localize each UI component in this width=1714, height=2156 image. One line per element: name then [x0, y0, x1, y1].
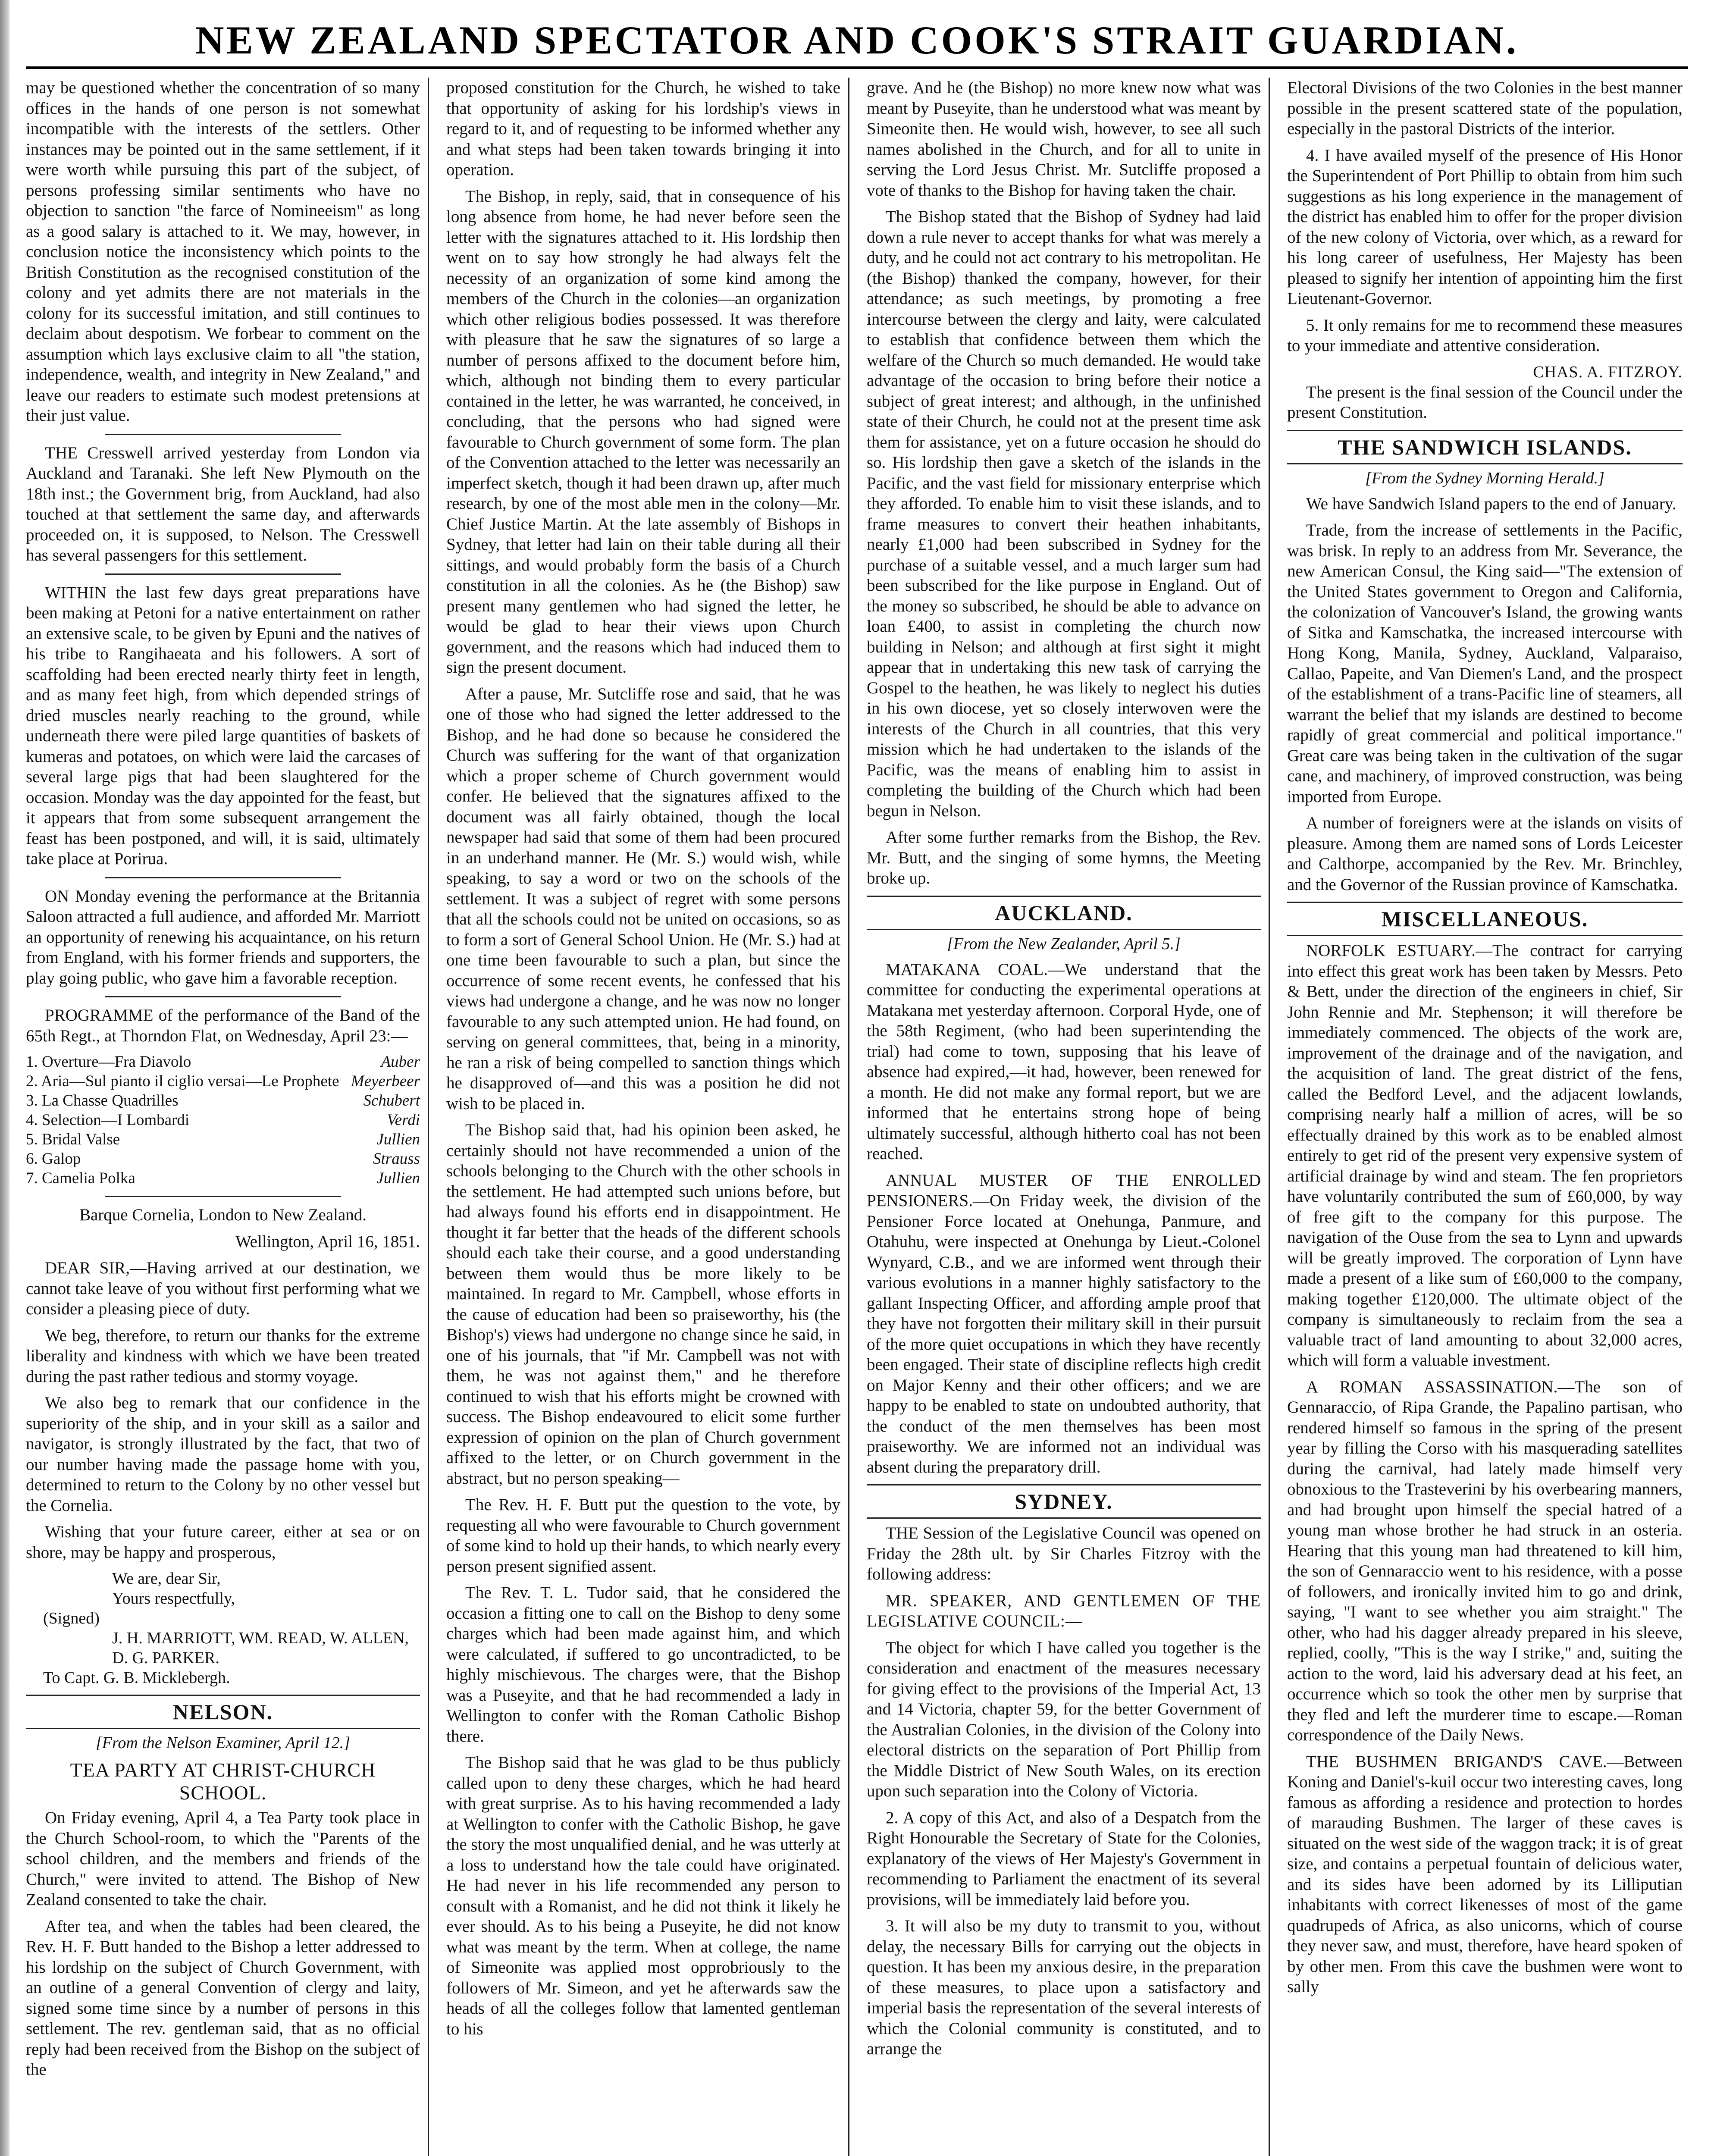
paragraph: Wishing that your future career, either at sea or on shore, may be happy and prosperous, [26, 1523, 420, 1562]
paragraph: THE BUSHMEN BRIGAND'S CAVE.—Between Koning and Daniel's-kuil occur two interesting caves, long famous as affording a residence and protection to hordes of marauding Bushmen. The larger of these caves is situated on the west side of the waggon track; it is of great size, and contains a perpetual fountain of delicious water, and its sides have been adorned by its Lilliputian inhabitants with correct likenesses of most of the game quadrupeds of Africa, as also unicorns, which of course they never saw, and must, therefore, have heard spoken of by other men. From this cave the bushmen were wont to sally [1287, 1752, 1683, 1996]
programme-item: 5. Bridal Valse Jullien [26, 1131, 420, 1148]
letter-close: Yours respectfully, [112, 1589, 235, 1608]
paragraph: After some further remarks from the Bishop, the Rev. Mr. Butt, and the singing of some hymns, the Meeting broke up. [867, 828, 1261, 887]
paragraph: THE Session of the Legislative Council was opened on Friday the 28th ult. by Sir Charles Fitzroy with the following address: [867, 1524, 1261, 1583]
paragraph: The Bishop said that, had his opinion been asked, he certainly should not have recommended a union of the schools belonging to the Church with the other schools in the settlement. He had attempted such unions before, but had always found his efforts end in disappointment. He thought it far better that the heads of the different schools should each take their course, and a good understanding between them would thus be more likely to be maintained. In regard to Mr. Campbell, whose efforts in the cause of education had been so praiseworthy, his (the Bishop's) views had undergone no change since he said, in one of his journals, that "if Mr. Campbell was not with them, he was not against them," and he therefore continued to wish that his efforts might be crowned with success. The Bishop endeavoured to elicit some further expression of opinion on the plan of Church government affixed to the letter, or on Church government in the abstract, but no person speaking— [446, 1121, 840, 1488]
newspaper-title: NEW ZEALAND SPECTATOR AND COOK'S STRAIT GUARDIAN. [195, 18, 1519, 62]
source-line: [From the Sydney Morning Herald.] [1365, 469, 1604, 487]
paragraph: A ROMAN ASSASSINATION.—The son of Gennaraccio, of Ripa Grande, the Papalino partisan, who rendered himself so famous in the spring of the present year by filling the Corso with his masquerading satellites during the carnival, had lately made himself very obnoxious to the Trasteverini by his overbearing manners, and had brought upon himself the special hatred of a young man whose brother he had struck in an osteria. Hearing that this young man had threatened to kill him, the son of Gennaraccio went to his residence, with a posse of followers, and ironically invited him to go and drink, saying, "I want to see whether you aim straight." The other, who had his dagger already prepared in his sleeve, replied, coolly, "This is the way I strike," and, suiting the action to the word, laid his adversary dead at his feet, an occurrence which so took the other men by surprise that they fled and left the murderer time to escape.—Roman correspondence of the Daily News. [1287, 1377, 1683, 1744]
paragraph: The Bishop said that he was glad to be thus publicly called upon to deny these charges, which he had heard with great surprise. As to his having recommended a lady at Wellington to confer with the Catholic Bishop, he gave the story the most unqualified denial, and he was utterly at a loss to understand how the tale could have originated. He had never in his life recommended any person to consult with a Romanist, and he did not think it likely he ever should. As to his being a Puseyite, he did not know what was meant by the term. When at college, the name of Simeonite was applied most opprobriously to the followers of Mr. Simeon, and yet he afterwards saw the heads of all the colleges follow that lamented gentleman to his [446, 1753, 840, 2038]
paragraph: We have Sandwich Island papers to the end of January. [1306, 494, 1676, 513]
paragraph: A number of foreigners were at the islands on visits of pleasure. Among them are named sons of Lords Leicester and Calthorpe, accompanied by the Rev. Mr. Brinchley, and the Governor of the Russian province of Kamschatka. [1287, 814, 1683, 894]
divider [105, 573, 341, 575]
programme-list [26, 1052, 420, 1188]
signatories: J. H. MARRIOTT, WM. READ, W. ALLEN, D. G. PARKER. [112, 1629, 409, 1667]
paragraph: PROGRAMME of the performance of the Band of the 65th Regt., at Thorndon Flat, on Wednesday, April 23:— [26, 1006, 420, 1045]
dateline: Wellington, April 16, 1851. [235, 1232, 420, 1251]
paragraph: The object for which I have called you together is the consideration and enactment of the measures necessary for giving effect to the provisions of the Imperial Act, 13 and 14 Victoria, chapter 59, for the better Government of the Australian Colonies, in the division of the Colony into electoral districts on the separation of Port Phillip from the Middle District of New South Wales, on its erection upon such separation into the Colony of Victoria. [867, 1638, 1261, 1800]
section-heading-miscellaneous: MISCELLANEOUS. [1287, 902, 1683, 936]
paragraph: NORFOLK ESTUARY.—The contract for carrying into effect this great work has been taken by Messrs. Peto & Bett, under the direction of the engineers in chief, Sir John Rennie and Mr. Stephenson; it will therefore be immediately commenced. The objects of the work are, improvement of the drainage and of the navigation, and the acquisition of land. The great district of the fens, called the Bedford Level, and the adjacent lowlands, comprising nearly half a million of acres, will be so effectually drained by this work as to be enabled almost entirely to get rid of the present very expensive system of artificial drainage by wind and steam. The fen proprietors have voluntarily contributed the sum of £60,000, by way of free gift to the company for this purpose. The navigation of the Ouse from the sea to Lynn and upwards will be greatly improved. The corporation of Lynn have made a present of a like sum of £60,000 to the company, making together £120,000. The ultimate object of the company is simultaneously to reclaim from the sea a valuable tract of land amounting to about 32,000 acres, which will form a valuable investment. [1287, 941, 1683, 1369]
programme-item: 6. Galop Strauss [26, 1150, 420, 1168]
letter-heading: Barque Cornelia, London to New Zealand. [79, 1206, 367, 1224]
paragraph: Electoral Divisions of the two Colonies in the best manner possible in the present scattered state of the population, especially in the pastoral Districts of the interior. [1287, 78, 1683, 138]
paragraph: 5. It only remains for me to recommend these measures to your immediate and attentive consideration. [1287, 316, 1683, 355]
paragraph: DEAR SIR,—Having arrived at our destination, we cannot take leave of you without first performing what we consider a pleasing piece of duty. [26, 1259, 420, 1318]
page-edge-shadow [0, 0, 9, 2156]
paragraph: We also beg to remark that our confidence in the superiority of the ship, and in your skill as a sailor and navigator, is strongly illustrated by the fact, that two of our number having made the passage home with you, determined to return to the Colony by no other vessel but the Cornelia. [26, 1394, 420, 1515]
section-heading-sandwich-islands: THE SANDWICH ISLANDS. [1287, 430, 1683, 464]
paragraph: After tea, and when the tables had been cleared, the Rev. H. F. Butt handed to the Bishop a letter addressed to his lordship on the subject of Church Government, with an outline of a general Convention of clergy and laity, signed some time since by a number of persons in this settlement. The rev. gentleman said, that as no official reply had been received from the Bishop on the subject of the [26, 1917, 420, 2079]
paragraph: Trade, from the increase of settlements in the Pacific, was brisk. In reply to an address from Mr. Severance, the new American Consul, the King said—"The extension of the United States government to Oregon and California, the colonization of Vancouver's Island, the growing wants of Sitka and Kamschatka, the increased intercourse with Hong Kong, Manila, Sydney, Auckland, Valparaiso, Callao, Papeite, and Van Diemen's Land, and the prospect of the establishment of a trans-Pacific line of steamers, all warrant the belief that my islands are destined to become rapidly of great commercial and political importance." Great care was being taken in the cultivation of the sugar cane, and machinery, of improved construction, was being imported from Europe. [1287, 521, 1683, 806]
paragraph: 2. A copy of this Act, and also of a Despatch from the Right Honourable the Secretary of State for the Colonies, explanatory of the views of Her Majesty's Government in recommending to Parliament the enactment of its several provisions, will be immediately laid before you. [867, 1808, 1261, 1909]
divider [105, 434, 341, 435]
paragraph: After a pause, Mr. Sutcliffe rose and said, that he was one of those who had signed the letter addressed to the Bishop, and he had done so because he considered the Church was suffering for the want of that organization which a proper scheme of Church government would confer. He believed that the signatures affixed to the document was all fairly obtained, though the local newspaper had said that some of them had been procured in an underhand manner. He (Mr. S.) would wish, while speaking, to say a word or two on the schools of the settlement. It was a subject of regret with some persons that all the schools could not be united on occasions, so as to form a sort of General School Union. He (Mr. S.) had at one time been favourable to such a plan, but since the occurrence of some recent events, he confessed that his views had undergone a change, and he was now no longer favourable to any such attempted union. He had found, on serving on general committees, that, being in a minority, he ran a risk of being compelled to sanction things which he disapproved of—and this was a position he did not wish to be placed in. [446, 684, 840, 1113]
signature: CHAS. A. FITZROY. [1533, 363, 1683, 381]
masthead-rule [26, 66, 1688, 69]
paragraph: The Rev. T. L. Tudor said, that he considered the occasion a fitting one to call on the Bishop to deny some charges which had been made against him, and which were calculated, if suffered to go uncontradicted, to be highly mischievous. The charges were, that the Bishop was a Puseyite, and that he had recommended a lady in Wellington to confer with the Roman Catholic Bishop there. [446, 1583, 840, 1745]
masthead [0, 4, 1714, 69]
programme-item: 1. Overture—Fra Diavolo Auber [26, 1053, 420, 1071]
column-4 [1287, 78, 1690, 2156]
column-3 [867, 78, 1270, 2156]
programme-item: 7. Camelia Polka Jullien [26, 1169, 420, 1187]
paragraph: The present is the final session of the Council under the present Constitution. [1287, 382, 1683, 422]
paragraph: grave. And he (the Bishop) no more knew now what was meant by Puseyite, than he understood what was meant by Simeonite then. He would wish, however, to see all such names abolished in the Church, and for all to unite in serving the Lord Jesus Christ. Mr. Sutcliffe proposed a vote of thanks to the Bishop for having taken the chair. [867, 78, 1261, 200]
paragraph: MR. SPEAKER, AND GENTLEMEN OF THE LEGISLATIVE COUNCIL:— [867, 1591, 1261, 1630]
paragraph: The Bishop, in reply, said, that in consequence of his long absence from home, he had never before seen the letter with the signatures attached to it. His lordship then went on to say how strongly he had always felt the necessity of an organization of some kind among the members of the Church in the colonies—an organization which other religious bodies possessed. It was therefore with pleasure that he saw the signatures of so large a number of persons affixed to the document before him, which, although not binding them to every particular contained in the letter, he was warranted, he conceived, in concluding, that the persons who had signed were favourable to Church government of some form. The plan of the Convention attached to the letter was necessarily an imperfect sketch, though it had been drawn up, after much research, by one of the most able men in the colony—Mr. Chief Justice Martin. At the late assembly of Bishops in Sydney, that letter had lain on their table during all their sittings, and would probably form the basis of a Church constitution in all the colonies. As he (the Bishop) saw present many gentlemen who had signed the letter, he would be glad to hear their views upon Church government, and the reasons which had induced them to sign the present document. [446, 187, 840, 677]
paragraph: 3. It will also be my duty to transmit to you, without delay, the necessary Bills for carrying out the objects in question. It has been my anxious desire, in the preparation of these measures, to place upon a satisfactory and imperial basis the representation of the several interests of which the Colonial community is constituted, and to arrange the [867, 1917, 1261, 2058]
article-columns [26, 78, 1690, 2156]
paragraph: proposed constitution for the Church, he wished to take that opportunity of asking for his lordship's views in regard to it, and of requesting to be informed whether any and what steps had been taken towards bringing it into operation. [446, 78, 840, 179]
source-line: [From the New Zealander, April 5.] [947, 934, 1181, 953]
divider [105, 996, 341, 997]
signed-label: (Signed) [43, 1609, 100, 1627]
section-heading-sydney: SYDNEY. [867, 1484, 1261, 1519]
paragraph: MATAKANA COAL.—We understand that the committee for conducting the experimental operations at Matakana met yesterday afternoon. Corporal Hyde, one of the 58th Regiment, (who had been superintending the trial) had come to town, supposing that his leave of absence had expired,—it had, however, been renewed for a month. He did not make any formal report, but we are informed that he entertains strong hope of being ultimately successful, although hitherto coal has not been reached. [867, 960, 1261, 1163]
paragraph: WITHIN the last few days great preparations have been making at Petoni for a native entertainment on rather an extensive scale, to be given by Epuni and the natives of his tribe to Rangihaeata and his followers. A sort of scaffolding had been erected nearly thirty feet in length, and as many feet high, from which depended strings of dried muscles nearly reaching to the ground, while underneath there were piled large quantities of baskets of kumeras and potatoes, on which were laid the carcases of several large pigs that had been slaughtered for the occasion. Monday was the day appointed for the feast, but it appears that from some subsequent arrangement the feast has been postponed, and will, it is said, ultimately take place at Porirua. [26, 583, 420, 868]
column-2 [446, 78, 849, 2156]
paragraph: The Rev. H. F. Butt put the question to the vote, by requesting all who were favourable to Church government of some kind to hold up their hands, to which nearly every person present signified assent. [446, 1495, 840, 1576]
section-heading-nelson: NELSON. [26, 1695, 420, 1729]
paragraph: ANNUAL MUSTER OF THE ENROLLED PENSIONERS.—On Friday week, the division of the Pensioner Force located at Onehunga, Panmure, and Otahuhu, were inspected at Onehunga by Lieut.-Colonel Wynyard, C.B., and we are informed went through their various evolutions in a manner highly satisfactory to the gallant Inspecting Officer, and affording ample proof that they have not forgotten their military skill in their pursuit of the more quiet occupations in which they have recently been engaged. Their state of discipline reflects high credit on Major Kenny and their other officers; and we are happy to be enabled to state on undoubted authority, that the conduct of the men themselves has been most praiseworthy. We are informed not an individual was absent during the preparatory drill. [867, 1171, 1261, 1476]
programme-item: 4. Selection—I Lombardi Verdi [26, 1111, 420, 1129]
letter-close: We are, dear Sir, [112, 1570, 221, 1588]
section-heading-auckland: AUCKLAND. [867, 896, 1261, 930]
column-1 [26, 78, 429, 2156]
paragraph: may be questioned whether the concentration of so many offices in the hands of one person is not somewhat incompatible with the interests of the settlers. Other instances may be pointed out in the same settlement, if it were worth while pursuing this part of the subject, of persons professing similar sentiments who have no objection to sanction "the farce of Nomineeism" as long as a good salary is attached to it. We may, however, in conclusion notice the inconsistency which points to the British Constitution as the recognised constitution of the colony and yet admits there are not materials in the colony for its successful imitation, and still continues to declaim about despotism. We forbear to comment on the assumption which lays exclusive claim to all "the station, independence, wealth, and integrity in New Zealand," and leave our readers to estimate such modest pretensions at their just value. [26, 78, 420, 425]
programme-item: 2. Aria—Sul pianto il ciglio versai—Le Prophete Meyerbeer [26, 1072, 420, 1090]
divider [105, 1196, 341, 1197]
programme-item: 3. La Chasse Quadrilles Schubert [26, 1092, 420, 1109]
addressee: To Capt. G. B. Micklebergh. [43, 1669, 230, 1687]
paragraph: On Friday evening, April 4, a Tea Party took place in the Church School-room, to which the "Parents of the school children, and the members and friends of the Church," were invited to attend. The Bishop of New Zealand consented to take the chair. [26, 1808, 420, 1909]
paragraph: The Bishop stated that the Bishop of Sydney had laid down a rule never to accept thanks for what was merely a duty, and he could not act contrary to his metropolitan. He (the Bishop) thanked the company, however, for their attendance; as such meetings, by promoting a free intercourse between the clergy and laity, were calculated to establish that confidence between them which the welfare of the Church so much demanded. He would take advantage of the occasion to bring before their notice a subject of great interest; and although, in the unfinished state of their Church, he could not at the present time ask them for assistance, yet on a future occasion he should do so. His lordship then gave a sketch of the islands in the Pacific, and the vast field for missionary enterprise which they afforded. To enable him to visit these islands, and to frame measures to convert their heathen inhabitants, nearly £1,000 had been subscribed in Sydney for the purchase of a suitable vessel, and a much larger sum had been subscribed for the like purpose in England. Out of the money so subscribed, he should be able to advance on loan £400, to assist in completing the church now building in Nelson; and although at first sight it might appear that in undertaking this new task of carrying the Gospel to the heathen, he was likely to neglect his duties in his own diocese, yet so closely interwoven were the interests of the Church in all countries, that this very mission which he had undertaken to the islands of the Pacific, was the means of enabling him to assist in completing the building of the Church which had been begun in Nelson. [867, 207, 1261, 820]
paragraph: THE Cresswell arrived yesterday from London via Auckland and Taranaki. She left New Plymouth on the 18th inst.; the Government brig, from Auckland, had also touched at that settlement the same day, and afterwards proceeded on, it is supposed, to Nelson. The Cresswell has several passengers for this settlement. [26, 443, 420, 564]
source-line: [From the Nelson Examiner, April 12.] [95, 1734, 351, 1752]
article-heading: TEA PARTY AT CHRIST-CHURCH SCHOOL. [70, 1759, 376, 1804]
paragraph: ON Monday evening the performance at the Britannia Saloon attracted a full audience, and afforded Mr. Marriott an opportunity of renewing his acquaintance, on his return from England, with his former friends and supporters, the play going public, who gave him a favorable reception. [26, 887, 420, 987]
paragraph: We beg, therefore, to return our thanks for the extreme liberality and kindness with which we have been treated during the past rather tedious and stormy voyage. [26, 1326, 420, 1386]
paragraph: 4. I have availed myself of the presence of His Honor the Superintendent of Port Phillip to obtain from him such suggestions as his long experience in the management of the district has enabled him to offer for the proper division of the new colony of Victoria, over which, as a reward for his long career of usefulness, Her Majesty has been pleased to signify her intention of appointing him the first Lieutenant-Governor. [1287, 146, 1683, 308]
divider [105, 877, 341, 878]
